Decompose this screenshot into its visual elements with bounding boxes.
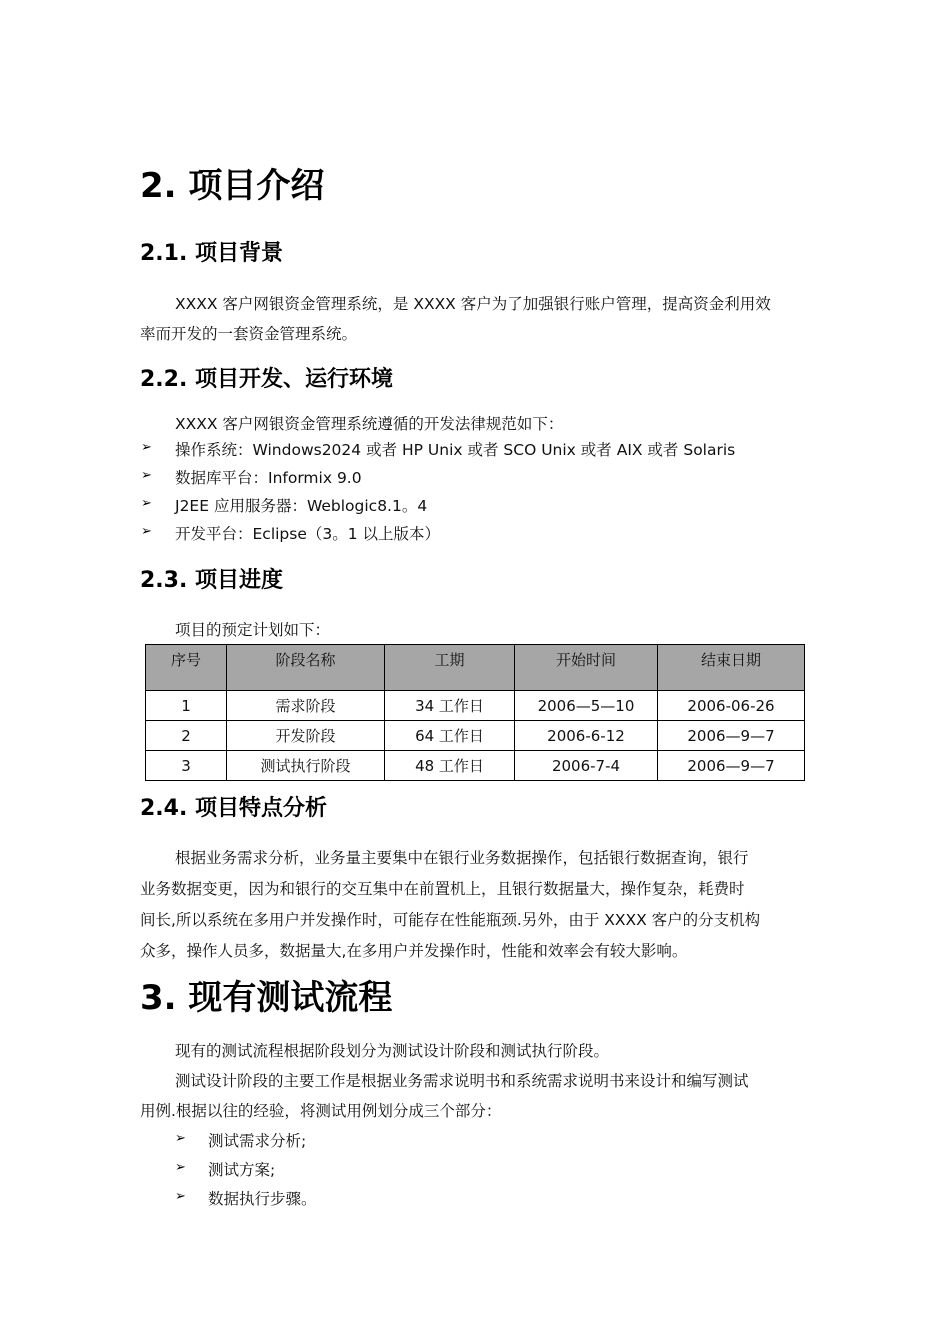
arrow-bullet-icon: ➢ xyxy=(175,1131,186,1146)
analysis-line-4: 众多，操作人员多，数据量大,在多用户并发操作时，性能和效率会有较大影响。 xyxy=(140,942,688,960)
section-2-heading: 2. 项目介绍 xyxy=(140,166,325,206)
column-header: 开始时间 xyxy=(515,645,658,691)
test-part-plan: 测试方案; xyxy=(208,1161,276,1179)
table-row xyxy=(146,751,805,781)
background-paragraph-line-1: XXXX 客户网银资金管理系统，是 XXXX 客户为了加强银行账户管理，提高资金利用效 xyxy=(175,295,771,313)
process-paragraph-2-line-2: 用例.根据以往的经验，将测试用例划分成三个部分： xyxy=(140,1102,502,1120)
section-2-1-heading: 2.1. 项目背景 xyxy=(140,241,283,266)
table-cell: 3 xyxy=(146,751,227,781)
environment-item-db: 数据库平台：Informix 9.0 xyxy=(175,469,362,487)
environment-intro: XXXX 客户网银资金管理系统遵循的开发法律规范如下： xyxy=(175,415,564,433)
analysis-line-2: 业务数据变更，因为和银行的交互集中在前置机上，且银行数据量大，操作复杂，耗费时 xyxy=(140,880,745,898)
table-cell: 2006-06-26 xyxy=(658,691,805,721)
analysis-line-1: 根据业务需求分析，业务量主要集中在银行业务数据操作，包括银行数据查询，银行 xyxy=(175,849,749,867)
test-part-steps: 数据执行步骤。 xyxy=(208,1190,317,1208)
environment-item-os: 操作系统：Windows2024 或者 HP Unix 或者 SCO Unix 或者 AIX 或者 Solaris xyxy=(175,441,736,459)
arrow-bullet-icon: ➢ xyxy=(141,468,152,483)
environment-item-appserver: J2EE 应用服务器：Weblogic8.1。4 xyxy=(175,497,428,515)
table-cell: 2 xyxy=(146,721,227,751)
table-cell: 2006—9—7 xyxy=(658,751,805,781)
process-paragraph-1: 现有的测试流程根据阶段划分为测试设计阶段和测试执行阶段。 xyxy=(175,1042,610,1060)
table-cell: 2006-6-12 xyxy=(515,721,658,751)
table-row xyxy=(146,691,805,721)
table-cell: 48 工作日 xyxy=(385,751,515,781)
section-2-2-heading: 2.2. 项目开发、运行环境 xyxy=(140,367,393,392)
arrow-bullet-icon: ➢ xyxy=(175,1160,186,1175)
column-header: 序号 xyxy=(146,645,227,691)
environment-item-ide: 开发平台：Eclipse（3。1 以上版本） xyxy=(175,525,441,543)
table-cell: 34 工作日 xyxy=(385,691,515,721)
arrow-bullet-icon: ➢ xyxy=(141,524,152,539)
table-cell: 64 工作日 xyxy=(385,721,515,751)
arrow-bullet-icon: ➢ xyxy=(141,496,152,511)
process-paragraph-2-line-1: 测试设计阶段的主要工作是根据业务需求说明书和系统需求说明书来设计和编写测试 xyxy=(175,1072,749,1090)
table-row xyxy=(146,721,805,751)
arrow-bullet-icon: ➢ xyxy=(141,440,152,455)
section-2-4-heading: 2.4. 项目特点分析 xyxy=(140,796,327,821)
arrow-bullet-icon: ➢ xyxy=(175,1189,186,1204)
column-header: 阶段名称 xyxy=(227,645,385,691)
section-3-heading: 3. 现有测试流程 xyxy=(140,978,393,1018)
table-cell: 1 xyxy=(146,691,227,721)
section-2-3-heading: 2.3. 项目进度 xyxy=(140,568,283,593)
table-cell: 2006-7-4 xyxy=(515,751,658,781)
table-cell: 2006—5—10 xyxy=(515,691,658,721)
table-cell: 测试执行阶段 xyxy=(227,751,385,781)
table-cell: 需求阶段 xyxy=(227,691,385,721)
analysis-line-3: 间长,所以系统在多用户并发操作时，可能存在性能瓶颈.另外，由于 XXXX 客户的分支机构 xyxy=(140,911,761,929)
table-cell: 2006—9—7 xyxy=(658,721,805,751)
column-header: 结束日期 xyxy=(658,645,805,691)
schedule-table xyxy=(145,644,805,781)
table-header-row xyxy=(146,645,805,691)
test-part-requirements: 测试需求分析; xyxy=(208,1132,307,1150)
background-paragraph-line-2: 率而开发的一套资金管理系统。 xyxy=(140,325,358,343)
schedule-intro: 项目的预定计划如下： xyxy=(175,621,331,639)
table-cell: 开发阶段 xyxy=(227,721,385,751)
column-header: 工期 xyxy=(385,645,515,691)
